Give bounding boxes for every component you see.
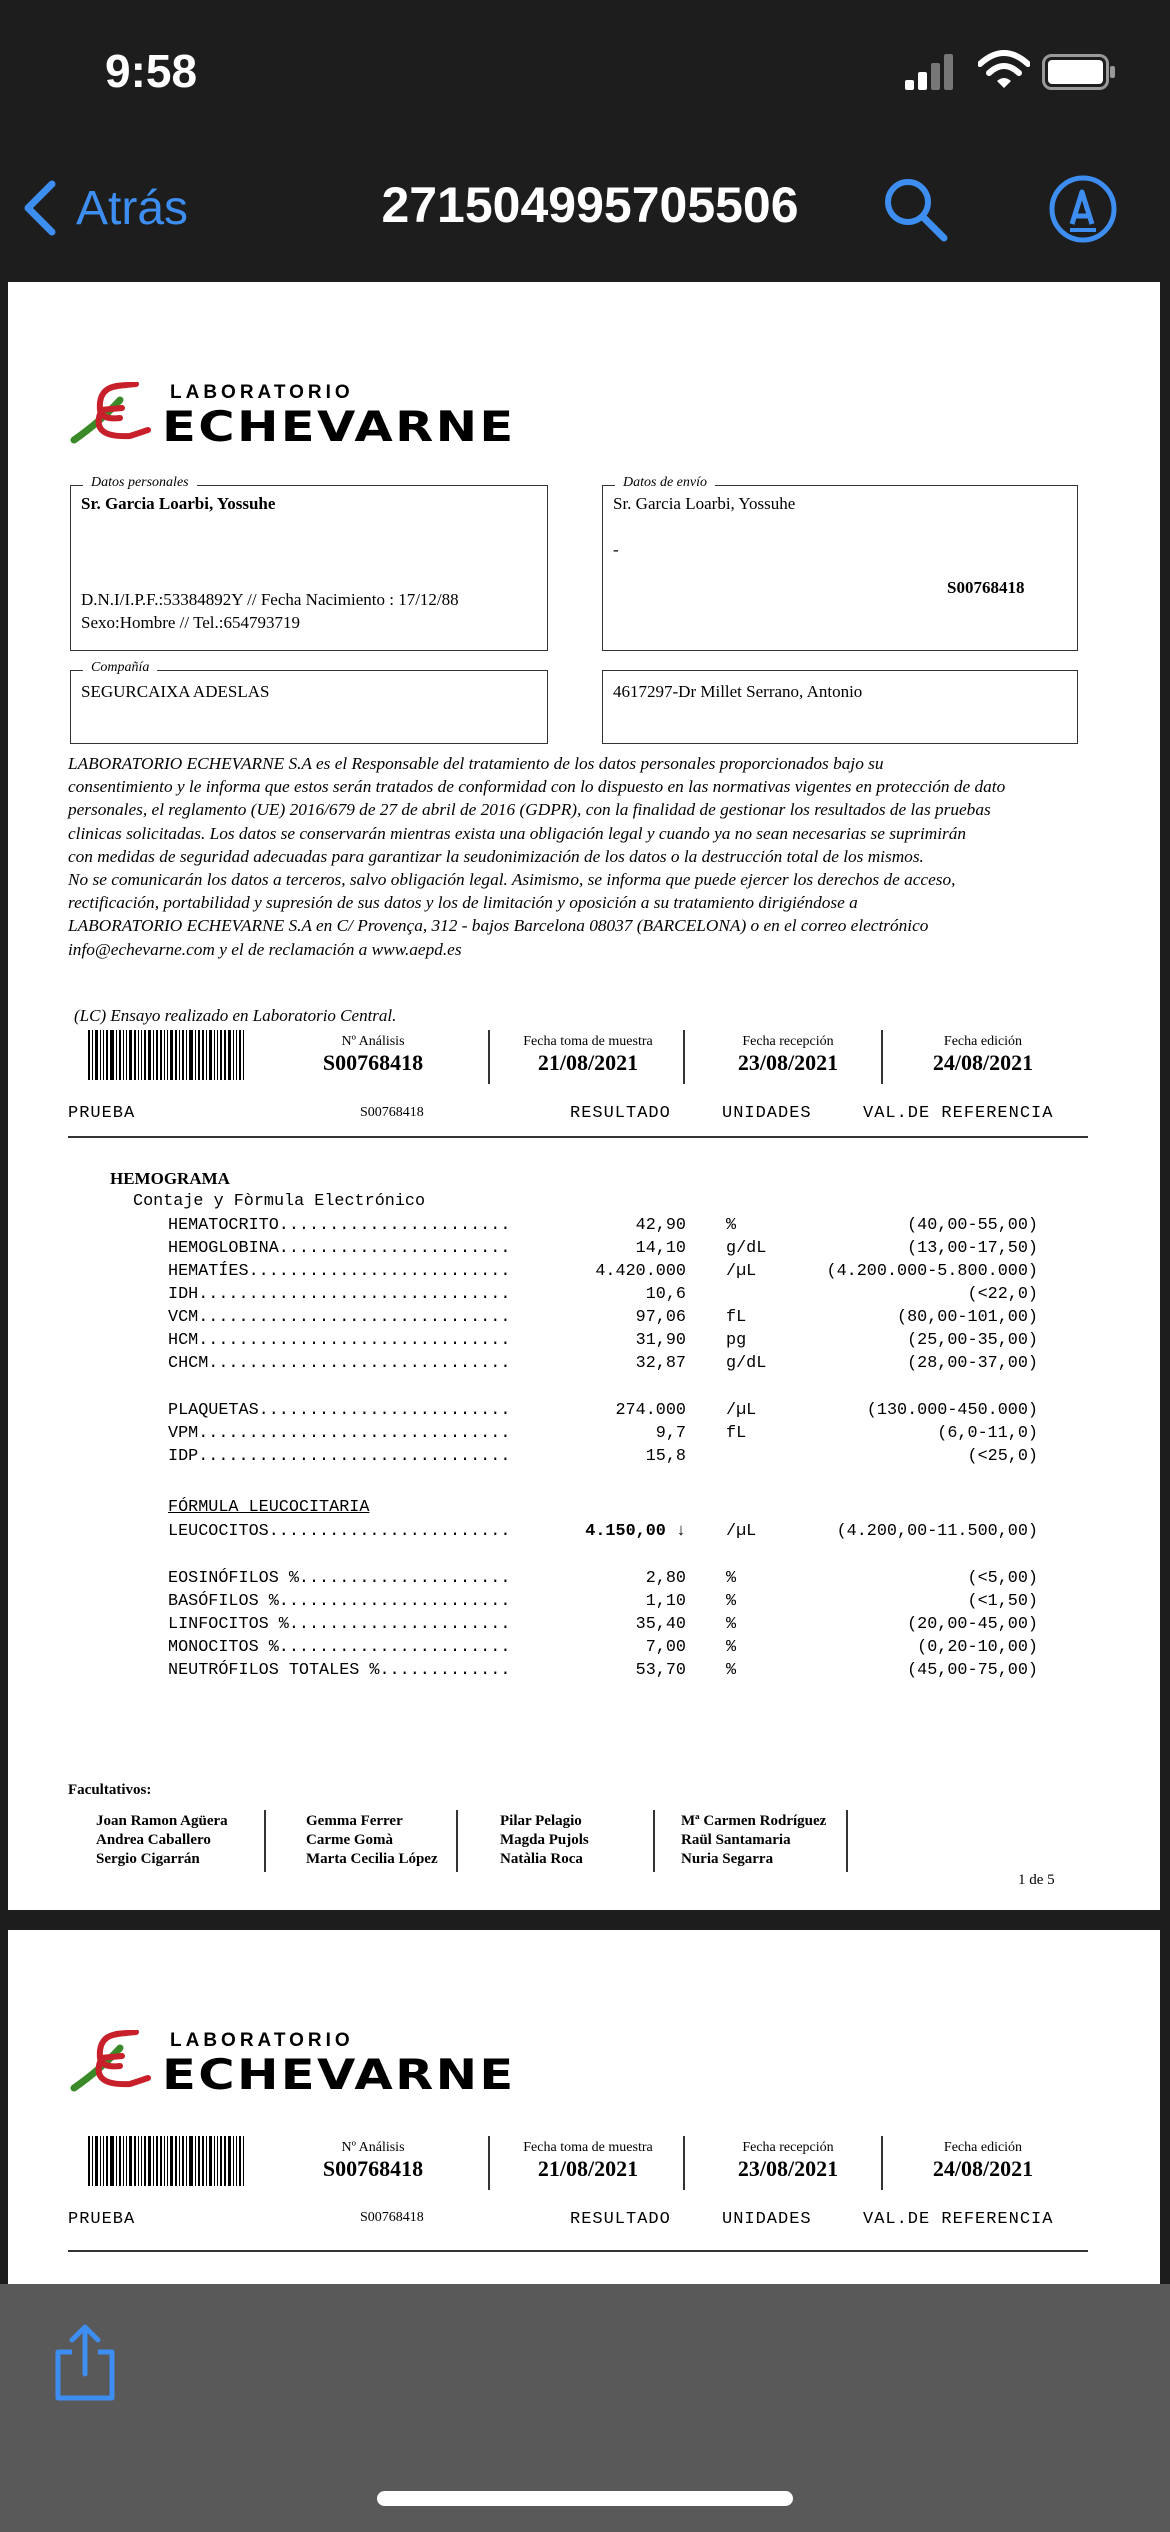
company-name: SEGURCAIXA ADESLAS — [81, 682, 270, 701]
barcode-bar — [167, 1030, 168, 1080]
barcode-bar — [148, 2136, 151, 2186]
barcode-bar — [186, 1030, 187, 1080]
result-row — [8, 1331, 1160, 1354]
logo-text-line2: ECHEVARNE — [162, 2050, 516, 2099]
barcode-bar — [129, 2136, 132, 2186]
facultativos-column — [96, 1812, 228, 1869]
test-reference: (130.000-450.000) — [866, 1401, 1038, 1420]
barcode-bar — [110, 2136, 114, 2186]
barcode-bar — [126, 1030, 127, 1080]
test-name: MONOCITOS %....................... — [168, 1638, 511, 1657]
barcode-bar — [134, 2136, 136, 2186]
barcode-bar — [116, 1030, 117, 1080]
privacy-line: rectificación, portabilidad y supresión de sus datos y los de limitación y oposición a su tratamiento dirigiéndose a — [68, 893, 858, 913]
barcode-bar — [95, 1030, 98, 1080]
test-value: 7,00 — [645, 1638, 686, 1657]
test-reference: (4.200.000-5.800.000) — [826, 1262, 1038, 1281]
test-name: LEUCOCITOS........................ — [168, 1522, 511, 1541]
barcode-bar — [224, 1030, 226, 1080]
lab-logo — [70, 2030, 580, 2100]
test-value: 4.420.000 — [595, 1262, 686, 1281]
divider — [264, 1810, 266, 1872]
test-value: 32,87 — [635, 1354, 686, 1373]
test-reference: (<5,00) — [967, 1569, 1038, 1588]
barcode-bar — [134, 1030, 136, 1080]
result-row — [8, 1216, 1160, 1239]
test-reference: (45,00-75,00) — [907, 1661, 1038, 1680]
barcode-bar — [186, 2136, 187, 2186]
barcode-bar — [233, 1030, 234, 1080]
section-title: HEMOGRAMA — [110, 1169, 230, 1188]
test-value: 31,90 — [635, 1331, 686, 1350]
barcode-bar — [119, 2136, 121, 2186]
test-unit: g/dL — [726, 1239, 767, 1258]
barcode-bar — [92, 2136, 93, 2186]
facultativos-column — [306, 1812, 438, 1869]
test-reference: (6,0-11,0) — [937, 1424, 1038, 1443]
result-row — [8, 1239, 1160, 1262]
header-rule — [68, 1136, 1088, 1138]
test-name: BASÓFILOS %....................... — [168, 1592, 511, 1611]
test-unit: % — [726, 1592, 737, 1611]
sample-date-value: 21/08/2021 — [537, 2156, 639, 2181]
test-unit: g/dL — [726, 1354, 767, 1373]
test-reference: (<25,0) — [967, 1447, 1038, 1466]
test-value: 15,8 — [645, 1447, 686, 1466]
barcode-bar — [100, 2136, 101, 2186]
barcode-bar — [119, 1030, 121, 1080]
result-row — [8, 1569, 1160, 1592]
barcode-bar — [164, 2136, 165, 2186]
test-unit: % — [726, 1216, 737, 1235]
facultativo-name: Raül Santamaria — [681, 1832, 791, 1848]
barcode-bar — [228, 1030, 231, 1080]
barcode-bar — [189, 1030, 193, 1080]
barcode-bar — [198, 1030, 200, 1080]
barcode-bar — [217, 2136, 218, 2186]
home-indicator[interactable] — [377, 2491, 793, 2506]
barcode-bar — [206, 2136, 207, 2186]
share-icon[interactable] — [50, 2322, 120, 2402]
barcode-bar — [103, 2136, 104, 2186]
barcode-bar — [195, 1030, 196, 1080]
test-reference: (13,00-17,50) — [907, 1239, 1038, 1258]
sample-date — [498, 1034, 678, 1076]
facultativo-name: Gemma Ferrer — [306, 1813, 403, 1829]
barcode-bar — [116, 2136, 117, 2186]
header-code: S00768418 — [360, 2210, 424, 2225]
barcode-bar — [243, 2136, 244, 2186]
test-unit: /µL — [726, 1401, 757, 1420]
result-row — [8, 1592, 1160, 1615]
reception-date-value: 23/08/2021 — [737, 1050, 839, 1075]
chevron-left-icon — [22, 180, 58, 236]
sample-date-label: Fecha toma de muestra — [523, 1034, 653, 1049]
back-button[interactable] — [22, 178, 188, 238]
doctor-name: 4617297-Dr Millet Serrano, Antonio — [613, 682, 863, 701]
test-reference: (4.200,00-11.500,00) — [836, 1522, 1038, 1541]
barcode-bar — [220, 2136, 222, 2186]
personal-data-box — [70, 475, 548, 651]
facultativos-column — [681, 1812, 826, 1869]
test-unit: % — [726, 1615, 737, 1634]
privacy-line: info@echevarne.com y el de reclamación a www.aepd.es — [68, 939, 462, 959]
barcode-bar — [106, 2136, 108, 2186]
barcode-bar — [243, 1030, 244, 1080]
result-row — [8, 1424, 1160, 1447]
barcode-bar — [206, 1030, 207, 1080]
barcode-bar — [239, 1030, 241, 1080]
test-value: 2,80 — [645, 1569, 686, 1588]
barcode-bar — [217, 1030, 218, 1080]
barcode-bar — [179, 1030, 180, 1080]
test-unit: fL — [726, 1308, 747, 1327]
barcode-bar — [123, 1030, 124, 1080]
barcode-bar — [167, 2136, 168, 2186]
test-reference: (20,00-45,00) — [907, 1615, 1038, 1634]
test-unit: /µL — [726, 1262, 757, 1281]
lab-logo — [70, 382, 580, 452]
test-value: 53,70 — [635, 1661, 686, 1680]
analysis-label: Nº Análisis — [341, 1034, 405, 1049]
test-reference: (80,00-101,00) — [897, 1308, 1038, 1327]
test-reference: (0,20-10,00) — [917, 1638, 1038, 1657]
barcode-bar — [141, 1030, 142, 1080]
header-unidades: UNIDADES — [722, 1104, 812, 1123]
barcode-bar — [198, 2136, 200, 2186]
back-label: Atrás — [76, 181, 189, 235]
divider — [881, 2136, 883, 2190]
barcode-bar — [100, 1030, 101, 1080]
test-name: VPM............................... — [168, 1424, 511, 1443]
personal-data-legend: Datos personales — [83, 475, 197, 491]
markup-pen-icon[interactable] — [1048, 174, 1118, 244]
facultativo-name: Marta Cecilia López — [306, 1851, 438, 1867]
test-value: 97,06 — [635, 1308, 686, 1327]
barcode-bar — [148, 1030, 151, 1080]
barcode-bar — [153, 2136, 154, 2186]
divider — [653, 1810, 655, 1872]
shipping-code: S00768418 — [947, 578, 1025, 597]
barcode-bar — [214, 2136, 215, 2186]
header-code: S00768418 — [360, 1105, 424, 1120]
test-name: HEMATOCRITO....................... — [168, 1216, 511, 1235]
result-row — [8, 1401, 1160, 1424]
barcode-bar — [236, 2136, 237, 2186]
privacy-line: LABORATORIO ECHEVARNE S.A en C/ Provença, 312 - bajos Barcelona 08037 (BARCELONA) o en el correo electrónico — [68, 916, 929, 936]
test-name: HEMATÍES.......................... — [168, 1262, 511, 1281]
test-unit: pg — [726, 1331, 747, 1350]
test-reference: (40,00-55,00) — [907, 1216, 1038, 1235]
formula-title: FÓRMULA LEUCOCITARIA — [168, 1498, 370, 1517]
barcode-bar — [141, 2136, 142, 2186]
privacy-line: personales, el reglamento (UE) 2016/679 de 27 de abril de 2016 (GDPR), con la finalidad de gestionar los resultados de las pruebas — [68, 800, 991, 820]
logo-mark — [70, 2030, 166, 2094]
facultativo-name: Nuria Segarra — [681, 1851, 774, 1867]
header-resultado: RESULTADO — [570, 1104, 671, 1123]
test-name: LINFOCITOS %...................... — [168, 1615, 511, 1634]
result-row — [8, 1615, 1160, 1638]
barcode-bar — [126, 2136, 127, 2186]
barcode-bar — [88, 1030, 90, 1080]
search-icon[interactable] — [880, 174, 950, 244]
barcode-bar — [220, 1030, 222, 1080]
result-row — [8, 1262, 1160, 1285]
shipping-name: Sr. Garcia Loarbi, Yossuhe — [613, 494, 796, 513]
barcode-bar — [175, 2136, 177, 2186]
result-row — [8, 1308, 1160, 1331]
privacy-notice — [68, 752, 1148, 961]
logo-text-line1: LABORATORIO — [170, 2030, 354, 2051]
patient-sex-line: Sexo:Hombre // Tel.:654793719 — [81, 613, 301, 632]
reception-date-label: Fecha recepción — [742, 1034, 834, 1049]
header-referencia: VAL.DE REFERENCIA — [863, 1104, 1054, 1123]
reception-date-label: Fecha recepción — [742, 2140, 834, 2155]
barcode-bar — [144, 2136, 146, 2186]
test-name: HCM............................... — [168, 1331, 511, 1350]
status-time: 9:58 — [105, 45, 198, 97]
barcode-bar — [123, 2136, 124, 2186]
document-page-2[interactable] — [8, 1930, 1160, 2284]
section-subtitle: Contaje y Fòrmula Electrónico — [133, 1192, 426, 1211]
barcode-bar — [103, 1030, 104, 1080]
barcode-bar — [209, 1030, 212, 1080]
patient-id-line: D.N.I/I.P.F.:53384892Y // Fecha Nacimiento : 17/12/88 — [81, 590, 459, 609]
barcode-bar — [209, 2136, 212, 2186]
battery-icon — [1042, 54, 1116, 90]
shipping-dash: - — [613, 540, 619, 559]
barcode-bar — [195, 2136, 196, 2186]
barcode-bar — [138, 2136, 139, 2186]
barcode-bar — [88, 2136, 90, 2186]
header-rule — [68, 2250, 1088, 2252]
result-row — [8, 1661, 1160, 1684]
test-name: PLAQUETAS......................... — [168, 1401, 511, 1420]
company-box — [70, 660, 548, 744]
test-value: 9,7 — [655, 1424, 686, 1443]
test-value: 14,10 — [635, 1239, 686, 1258]
barcode — [88, 1030, 288, 1080]
edition-date-value: 24/08/2021 — [932, 1050, 1034, 1075]
barcode-bar — [160, 2136, 162, 2186]
facultativo-name: Sergio Cigarrán — [96, 1851, 200, 1867]
logo-text-line2: ECHEVARNE — [162, 402, 516, 451]
logo-mark — [70, 382, 166, 446]
page-number: 1 de 5 — [1018, 1872, 1055, 1888]
doctor-box — [602, 670, 1078, 744]
divider — [846, 1810, 848, 1872]
divider — [881, 1030, 883, 1084]
header-referencia: VAL.DE REFERENCIA — [863, 2210, 1054, 2229]
test-name: EOSINÓFILOS %..................... — [168, 1569, 511, 1588]
test-reference: (28,00-37,00) — [907, 1354, 1038, 1373]
test-value: 4.150,00 ↓ — [585, 1522, 686, 1541]
wifi-icon — [978, 50, 1030, 90]
shipping-data-box — [602, 475, 1078, 651]
shipping-data-legend: Datos de envío — [615, 475, 715, 491]
barcode-bar — [144, 1030, 146, 1080]
test-value: 35,40 — [635, 1615, 686, 1634]
test-name: IDH............................... — [168, 1285, 511, 1304]
barcode-bar — [175, 1030, 177, 1080]
document-title: 271504995705506 — [381, 177, 799, 233]
barcode-bar — [202, 1030, 204, 1080]
barcode-bar — [95, 2136, 98, 2186]
facultativo-name: Pilar Pelagio — [500, 1813, 582, 1829]
barcode-bar — [129, 1030, 132, 1080]
barcode-bar — [189, 2136, 193, 2186]
facultativo-name: Carme Gomà — [306, 1832, 394, 1848]
analysis-number — [308, 2140, 438, 2182]
reception-date — [698, 1034, 878, 1076]
test-name: CHCM.............................. — [168, 1354, 511, 1373]
test-name: NEUTRÓFILOS TOTALES %............. — [168, 1661, 511, 1680]
result-row — [8, 1354, 1160, 1377]
barcode-bar — [170, 2136, 173, 2186]
test-name: VCM............................... — [168, 1308, 511, 1327]
divider — [488, 2136, 490, 2190]
barcode-bar — [170, 1030, 173, 1080]
analysis-value: S00768418 — [322, 1050, 424, 1075]
barcode-bar — [110, 1030, 114, 1080]
divider — [456, 1810, 458, 1872]
reception-date — [698, 2140, 878, 2182]
patient-name: Sr. Garcia Loarbi, Yossuhe — [81, 494, 276, 513]
document-page-1[interactable] — [8, 282, 1160, 1910]
barcode-bar — [160, 1030, 162, 1080]
status-bar — [0, 0, 1170, 140]
reception-date-value: 23/08/2021 — [737, 2156, 839, 2181]
header-resultado: RESULTADO — [570, 2210, 671, 2229]
result-row — [8, 1447, 1160, 1470]
barcode-bar — [92, 1030, 93, 1080]
test-unit: % — [726, 1638, 737, 1657]
test-reference: (25,00-35,00) — [907, 1331, 1038, 1350]
result-row — [8, 1285, 1160, 1308]
test-unit: /µL — [726, 1522, 757, 1541]
facultativos-column — [500, 1812, 589, 1869]
barcode-bar — [182, 1030, 184, 1080]
sample-date — [498, 2140, 678, 2182]
result-row-flagged — [8, 1522, 1160, 1545]
header-unidades: UNIDADES — [722, 2210, 812, 2229]
test-value: 274.000 — [615, 1401, 686, 1420]
divider — [488, 1030, 490, 1084]
edition-date-value: 24/08/2021 — [932, 2156, 1034, 2181]
barcode-bar — [106, 1030, 108, 1080]
header-prueba: PRUEBA — [68, 1104, 136, 1123]
facultativos-title: Facultativos: — [68, 1782, 152, 1798]
sample-date-value: 21/08/2021 — [537, 1050, 639, 1075]
barcode-bar — [164, 1030, 165, 1080]
test-unit: % — [726, 1569, 737, 1588]
barcode-bar — [138, 1030, 139, 1080]
test-unit: fL — [726, 1424, 747, 1443]
facultativo-name: Andrea Caballero — [96, 1832, 211, 1848]
edition-date — [893, 1034, 1073, 1076]
result-row — [8, 1638, 1160, 1661]
barcode — [88, 2136, 288, 2186]
test-value: 42,90 — [635, 1216, 686, 1235]
test-value: 1,10 — [645, 1592, 686, 1611]
test-name: IDP............................... — [168, 1447, 511, 1466]
logo-text-line1: LABORATORIO — [170, 382, 354, 403]
test-reference: (<22,0) — [967, 1285, 1038, 1304]
barcode-bar — [239, 2136, 241, 2186]
facultativo-name: Magda Pujols — [500, 1832, 589, 1848]
edition-date-label: Fecha edición — [943, 1034, 1023, 1049]
sample-date-label: Fecha toma de muestra — [523, 2140, 653, 2155]
facultativo-name: Mª Carmen Rodríguez — [681, 1813, 827, 1829]
divider — [683, 1030, 685, 1084]
privacy-line: No se comunicarán los datos a terceros, salvo obligación legal. Asimismo, se informa que puede ejercer los derechos de acceso, — [68, 870, 956, 890]
barcode-bar — [214, 1030, 215, 1080]
header-prueba: PRUEBA — [68, 2210, 136, 2229]
barcode-bar — [153, 1030, 154, 1080]
privacy-line: clinicas solicitadas. Los datos se conservarán mientras exista una obligación legal y cuando ya no sean necesarias se suprimirán — [68, 823, 967, 843]
barcode-bar — [179, 2136, 180, 2186]
barcode-bar — [224, 2136, 226, 2186]
facultativo-name: Natàlia Roca — [500, 1851, 583, 1867]
test-reference: (<1,50) — [967, 1592, 1038, 1611]
barcode-bar — [182, 2136, 184, 2186]
analysis-value: S00768418 — [322, 2156, 424, 2181]
test-name: HEMOGLOBINA....................... — [168, 1239, 511, 1258]
barcode-bar — [228, 2136, 231, 2186]
signal-icon — [905, 54, 953, 90]
edition-date-label: Fecha edición — [943, 2140, 1023, 2155]
lc-note: (LC) Ensayo realizado en Laboratorio Central. — [74, 1006, 397, 1025]
facultativo-name: Joan Ramon Agüera — [96, 1813, 228, 1829]
divider — [683, 2136, 685, 2190]
analysis-label: Nº Análisis — [341, 2140, 405, 2155]
privacy-line: con medidas de seguridad adecuadas para garantizar la seudonimización de los datos o la destrucción total de los mismos. — [68, 846, 924, 866]
privacy-line: LABORATORIO ECHEVARNE S.A es el Responsable del tratamiento de los datos personales proporcionados bajo su — [68, 754, 884, 773]
barcode-bar — [236, 1030, 237, 1080]
barcode-bar — [156, 2136, 158, 2186]
barcode-bar — [156, 1030, 158, 1080]
barcode-bar — [202, 2136, 204, 2186]
test-unit: % — [726, 1661, 737, 1680]
barcode-bar — [233, 2136, 234, 2186]
company-legend: Compañía — [83, 660, 157, 676]
edition-date — [893, 2140, 1073, 2182]
privacy-line: consentimiento y le informa que estos serán tratados de conformidad con lo dispuesto en las normativas vigentes en protección de dato — [68, 777, 1006, 797]
test-value: 10,6 — [645, 1285, 686, 1304]
analysis-number — [308, 1034, 438, 1076]
